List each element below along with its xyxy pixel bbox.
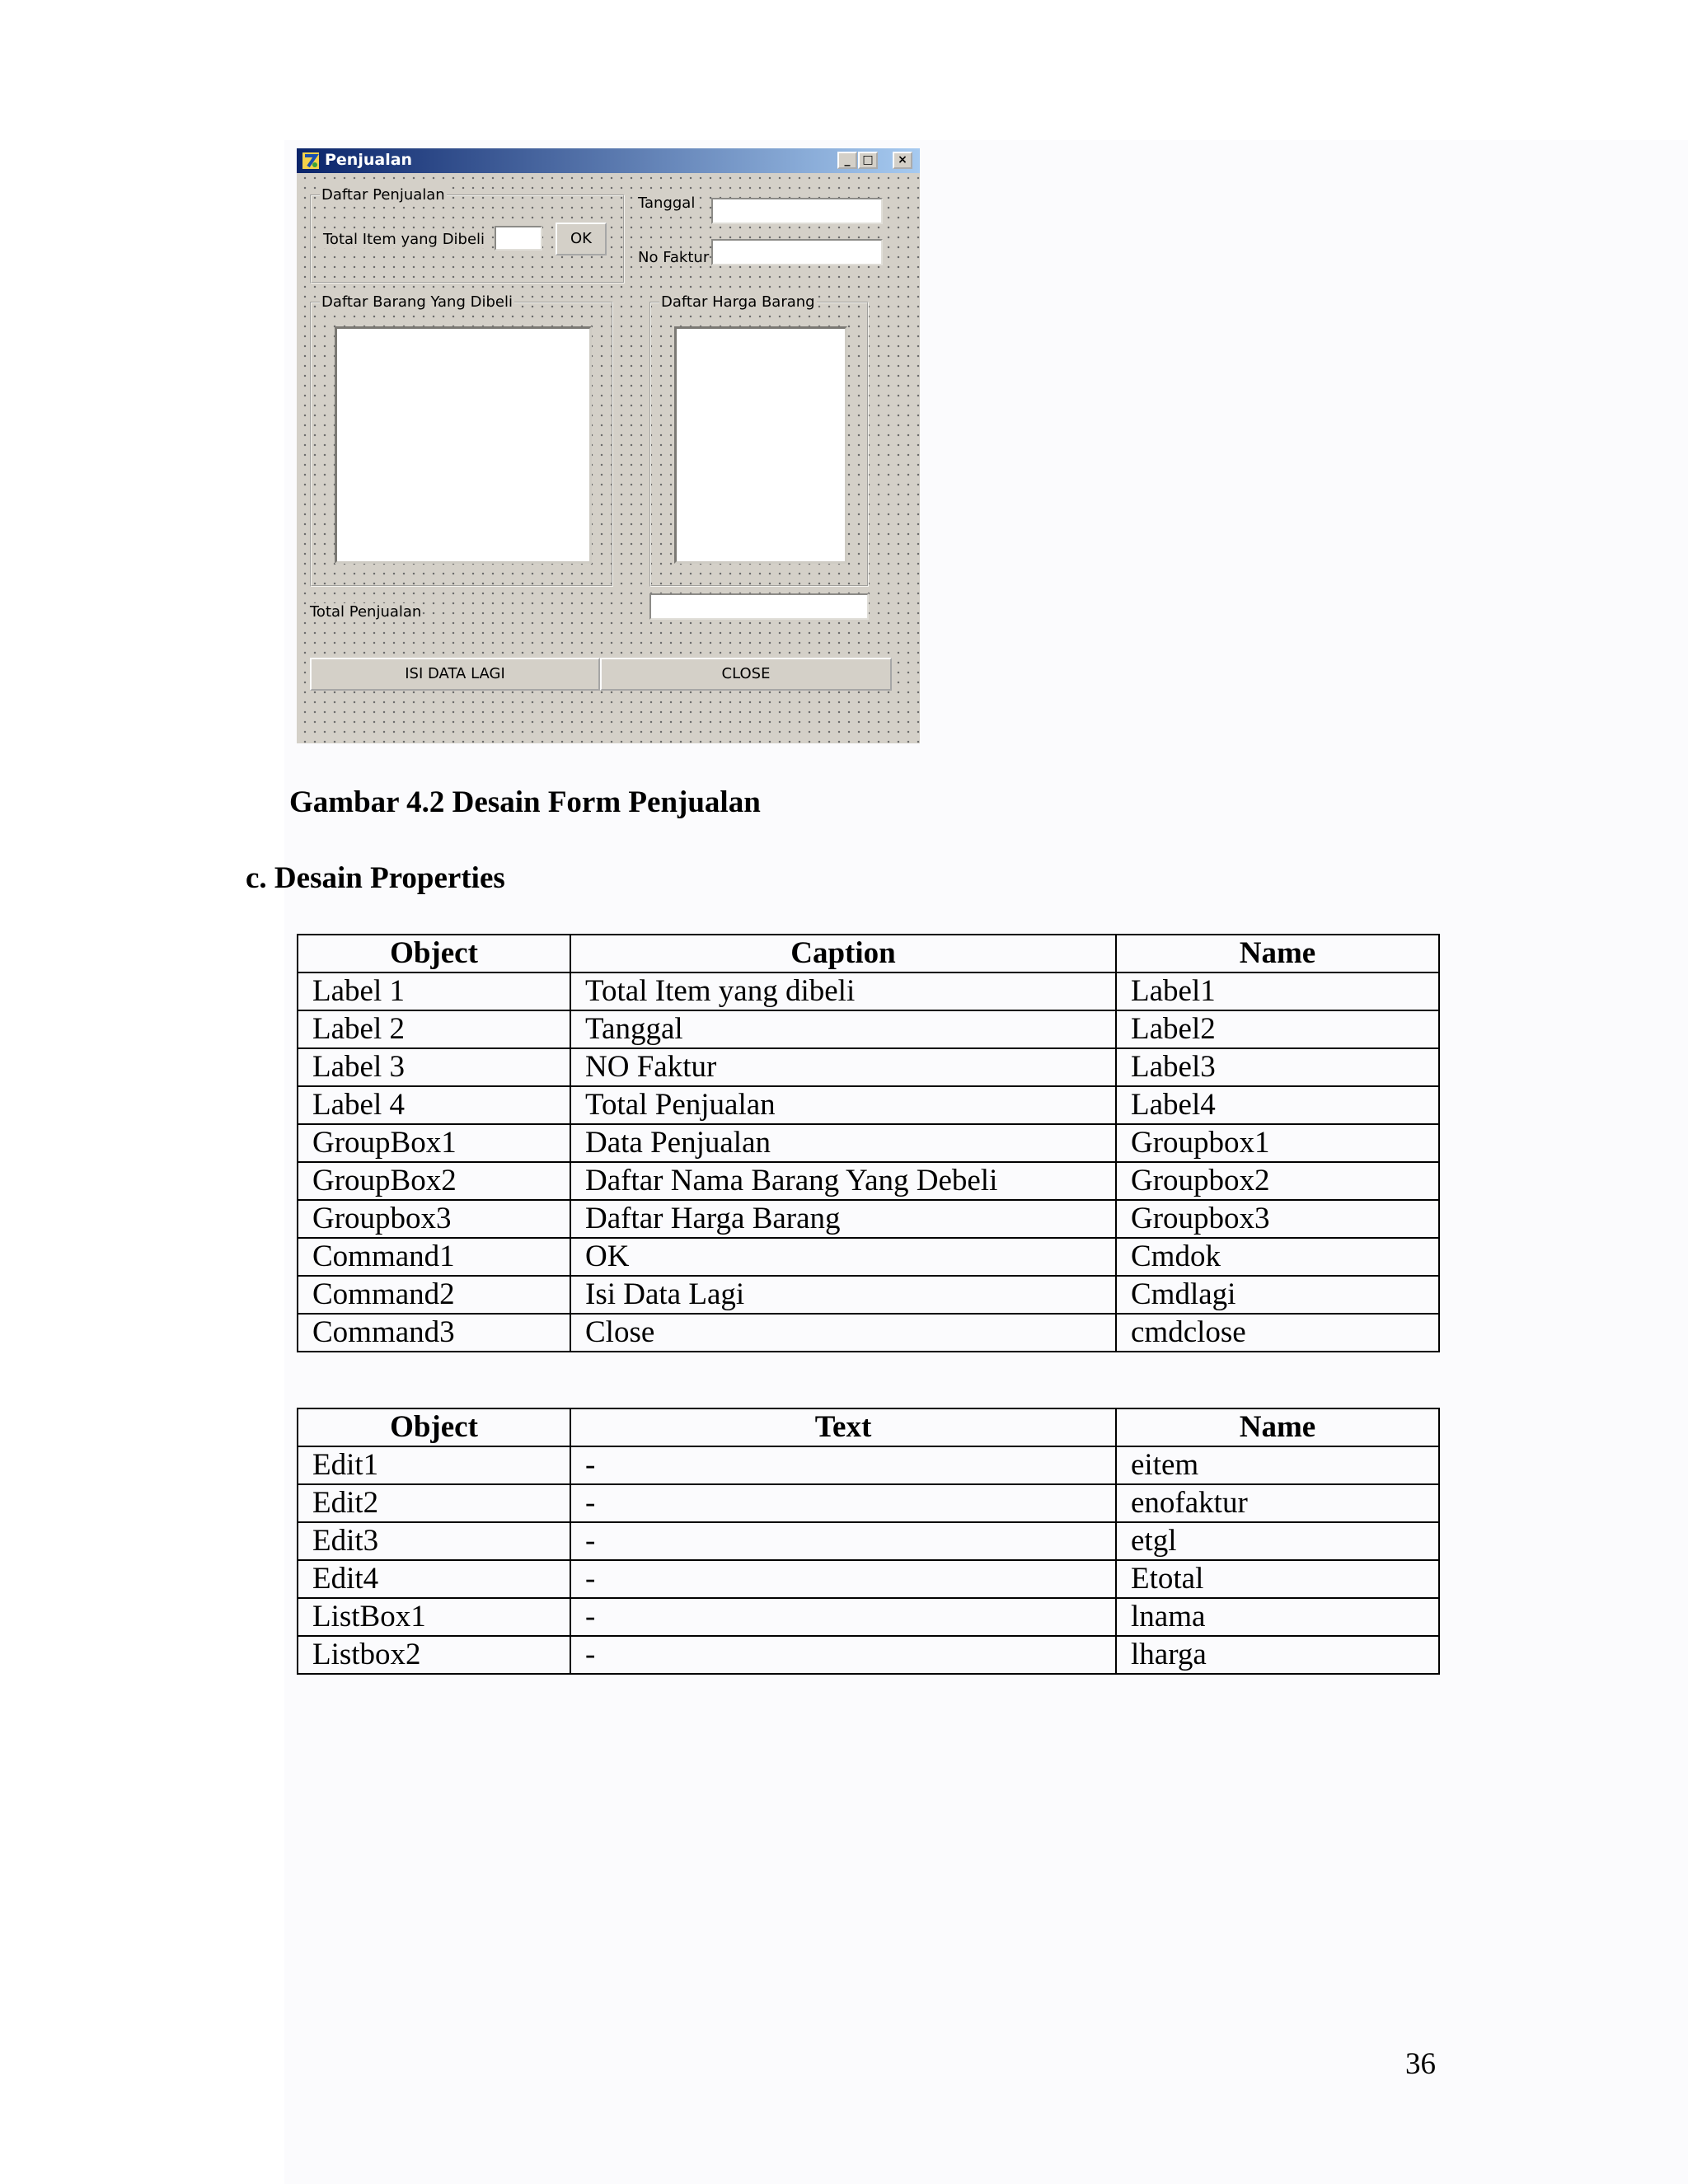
cell-name: lnama <box>1116 1598 1439 1636</box>
label-tanggal: Tanggal <box>638 194 696 212</box>
cell-text: - <box>570 1598 1116 1636</box>
app-icon <box>302 152 320 170</box>
groupbox-daftar-harga <box>649 293 869 587</box>
table-header-row <box>298 935 1439 972</box>
cell-object: GroupBox2 <box>298 1162 570 1200</box>
cell-object: ListBox1 <box>298 1598 570 1636</box>
label-no-faktur: No Faktur <box>638 249 710 266</box>
label-total-penjualan: Total Penjualan <box>310 603 422 621</box>
table-row <box>298 1446 1439 1484</box>
text-properties-table <box>297 1408 1440 1675</box>
cell-object: Command1 <box>298 1238 570 1276</box>
minimize-button[interactable]: _ <box>837 152 857 169</box>
groupbox-caption: Daftar Harga Barang <box>661 293 815 311</box>
table-row <box>298 1598 1439 1636</box>
cell-caption: NO Faktur <box>570 1048 1116 1086</box>
cell-object: Edit3 <box>298 1522 570 1560</box>
cell-caption: Total Item yang dibeli <box>570 972 1116 1010</box>
table-row <box>298 1276 1439 1314</box>
header-name: Name <box>1116 935 1439 972</box>
header-name: Name <box>1116 1408 1439 1446</box>
harga-listbox[interactable] <box>674 326 847 564</box>
maximize-button[interactable]: □ <box>858 152 878 169</box>
section-heading: c. Desain Properties <box>246 861 505 895</box>
table-row <box>298 972 1439 1010</box>
cell-object: Groupbox3 <box>298 1200 570 1238</box>
cell-object: Label 2 <box>298 1010 570 1048</box>
cell-name: Groupbox1 <box>1116 1124 1439 1162</box>
table-row <box>298 1238 1439 1276</box>
header-text: Text <box>570 1408 1116 1446</box>
table-row <box>298 1124 1439 1162</box>
table-row <box>298 1560 1439 1598</box>
figure-caption: Gambar 4.2 Desain Form Penjualan <box>289 785 761 819</box>
cell-object: Listbox2 <box>298 1636 570 1674</box>
cell-caption: Close <box>570 1314 1116 1352</box>
cell-name: Label2 <box>1116 1010 1439 1048</box>
cell-caption: Tanggal <box>570 1010 1116 1048</box>
header-object: Object <box>298 935 570 972</box>
table-row <box>298 1086 1439 1124</box>
page-number: 36 <box>1405 2047 1436 2081</box>
cell-text: - <box>570 1636 1116 1674</box>
header-caption: Caption <box>570 935 1116 972</box>
isi-data-lagi-button[interactable]: ISI DATA LAGI <box>310 658 600 691</box>
label-total-item: Total Item yang Dibeli <box>323 231 485 248</box>
cell-caption: OK <box>570 1238 1116 1276</box>
table-row <box>298 1200 1439 1238</box>
cell-object: Edit4 <box>298 1560 570 1598</box>
close-window-button[interactable]: × <box>893 152 912 169</box>
barang-listbox[interactable] <box>335 326 592 564</box>
cell-caption: Daftar Harga Barang <box>570 1200 1116 1238</box>
cell-name: Groupbox2 <box>1116 1162 1439 1200</box>
cell-text: - <box>570 1484 1116 1522</box>
cell-name: Cmdlagi <box>1116 1276 1439 1314</box>
cell-text: - <box>570 1522 1116 1560</box>
cell-name: enofaktur <box>1116 1484 1439 1522</box>
table-row <box>298 1010 1439 1048</box>
cell-name: Etotal <box>1116 1560 1439 1598</box>
cell-name: Cmdok <box>1116 1238 1439 1276</box>
table-row <box>298 1484 1439 1522</box>
cell-object: Command3 <box>298 1314 570 1352</box>
cell-object: Label 4 <box>298 1086 570 1124</box>
cell-object: Edit2 <box>298 1484 570 1522</box>
total-penjualan-input[interactable] <box>649 593 869 620</box>
cell-text: - <box>570 1446 1116 1484</box>
groupbox-caption: Daftar Barang Yang Dibeli <box>321 293 513 311</box>
cell-object: Command2 <box>298 1276 570 1314</box>
form-penjualan-screenshot <box>297 148 920 743</box>
no-faktur-input[interactable] <box>711 239 883 265</box>
groupbox-daftar-barang <box>310 293 613 587</box>
cell-text: - <box>570 1560 1116 1598</box>
groupbox-daftar-penjualan <box>310 186 625 284</box>
cell-name: cmdclose <box>1116 1314 1439 1352</box>
table-row <box>298 1522 1439 1560</box>
cell-name: Label3 <box>1116 1048 1439 1086</box>
window-title: Penjualan <box>325 151 413 169</box>
cell-object: GroupBox1 <box>298 1124 570 1162</box>
total-item-input[interactable] <box>495 226 542 251</box>
cell-name: Label4 <box>1116 1086 1439 1124</box>
caption-properties-table <box>297 934 1440 1352</box>
table-row <box>298 1636 1439 1674</box>
table-row <box>298 1048 1439 1086</box>
ok-button[interactable]: OK <box>556 223 607 255</box>
table-row <box>298 1314 1439 1352</box>
cell-caption: Isi Data Lagi <box>570 1276 1116 1314</box>
title-bar <box>297 148 920 173</box>
cell-name: Label1 <box>1116 972 1439 1010</box>
close-button[interactable]: CLOSE <box>600 658 892 691</box>
cell-name: lharga <box>1116 1636 1439 1674</box>
cell-object: Label 1 <box>298 972 570 1010</box>
cell-name: etgl <box>1116 1522 1439 1560</box>
cell-caption: Data Penjualan <box>570 1124 1116 1162</box>
cell-name: eitem <box>1116 1446 1439 1484</box>
groupbox-caption: Daftar Penjualan <box>321 186 445 204</box>
cell-name: Groupbox3 <box>1116 1200 1439 1238</box>
cell-object: Edit1 <box>298 1446 570 1484</box>
table-header-row <box>298 1408 1439 1446</box>
table-row <box>298 1162 1439 1200</box>
cell-caption: Daftar Nama Barang Yang Debeli <box>570 1162 1116 1200</box>
cell-caption: Total Penjualan <box>570 1086 1116 1124</box>
tanggal-input[interactable] <box>711 198 883 224</box>
cell-object: Label 3 <box>298 1048 570 1086</box>
header-object: Object <box>298 1408 570 1446</box>
